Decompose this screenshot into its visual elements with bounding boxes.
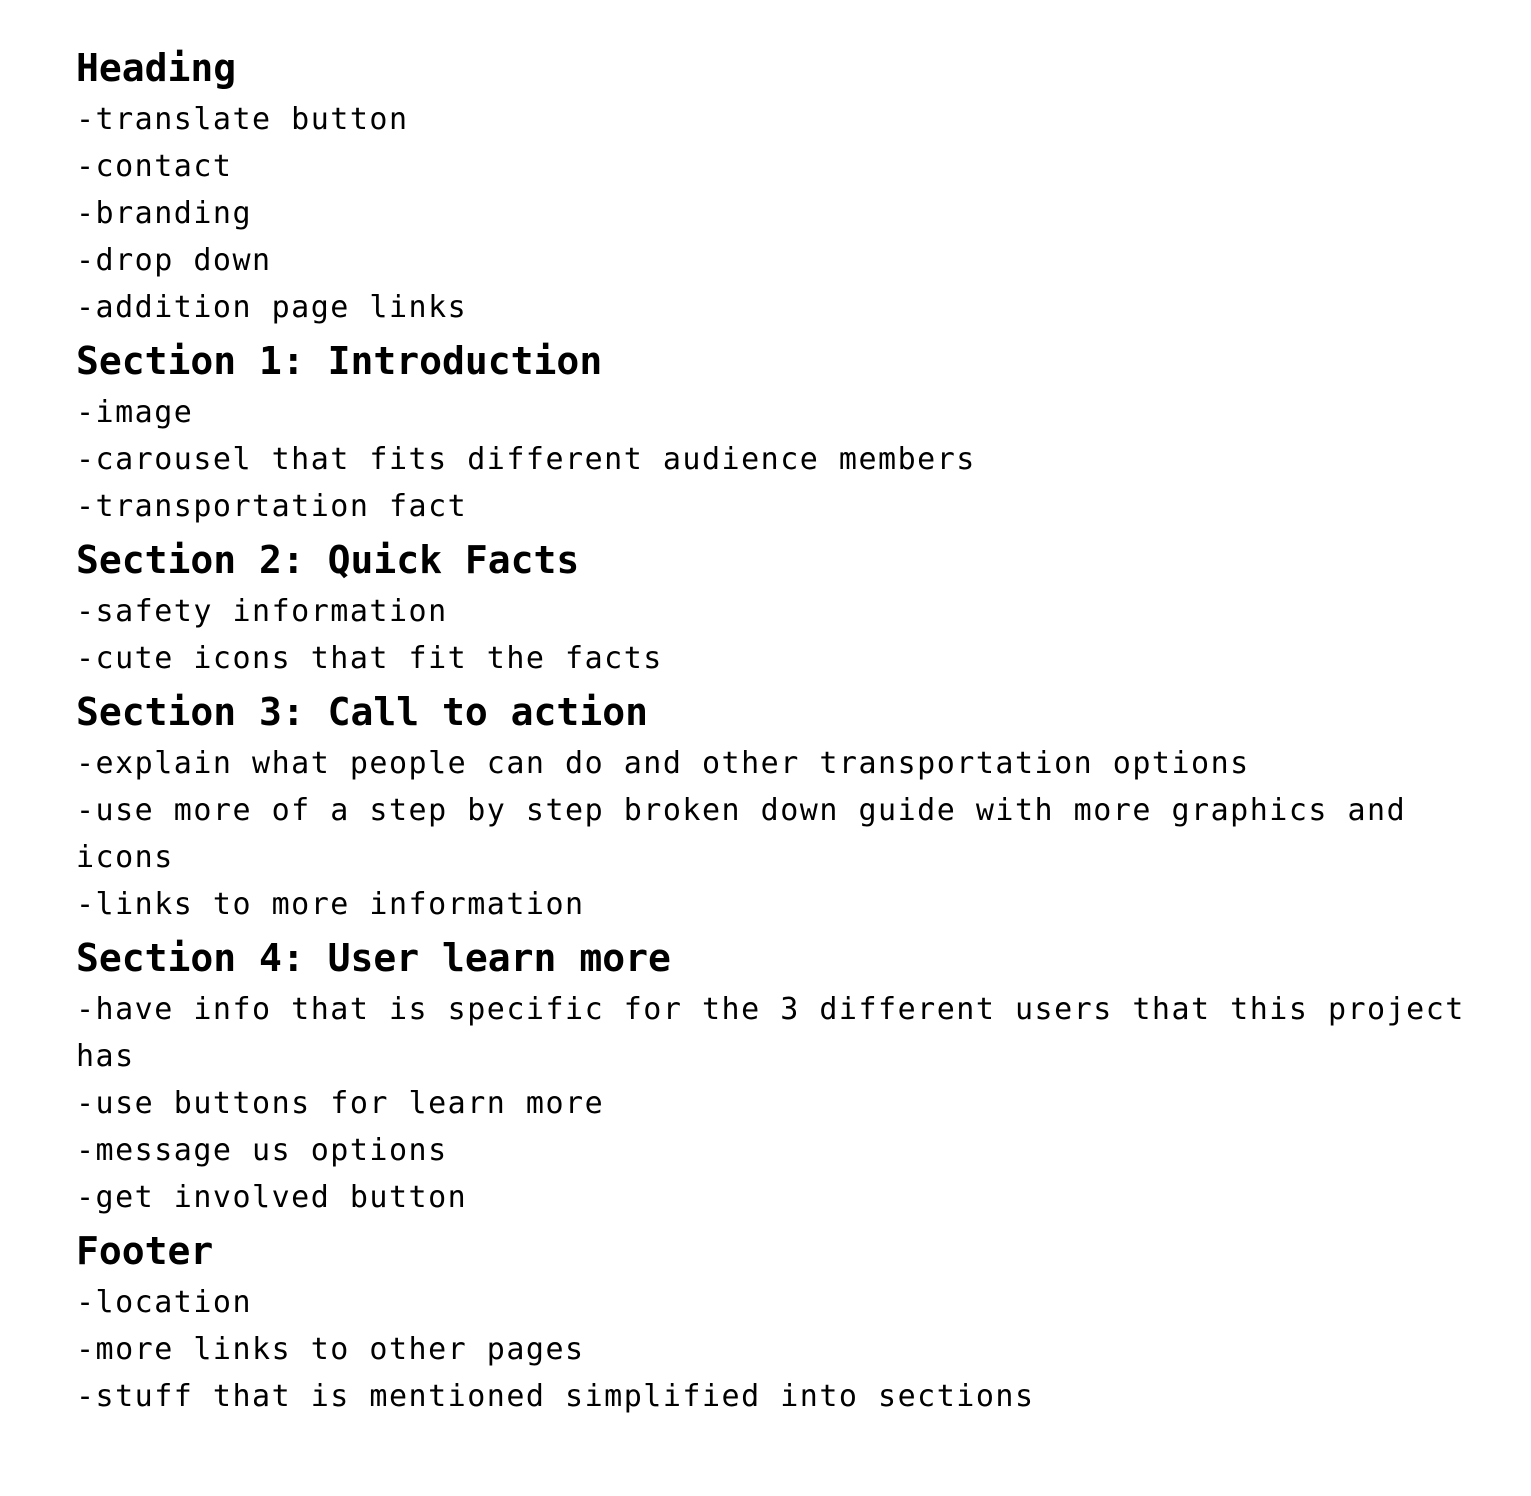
list-item: -explain what people can do and other transportation options	[76, 746, 1250, 781]
list-item: -location	[76, 1285, 253, 1320]
item-list	[76, 1279, 1466, 1420]
list-item: -drop down	[76, 243, 272, 278]
list-item: -image	[76, 395, 194, 430]
list-item: -carousel that fits different audience members	[76, 442, 976, 477]
section-title: Heading	[76, 46, 237, 90]
list-item: -more links to other pages	[76, 1332, 585, 1367]
list-item: -branding	[76, 196, 253, 231]
list-item: -use more of a step by step broken down guide with more graphics and icons	[76, 793, 1407, 875]
list-item: -transportation fact	[76, 489, 468, 524]
list-item: -translate button	[76, 102, 409, 137]
item-list	[76, 389, 1466, 530]
list-item: -contact	[76, 149, 233, 184]
section-title: Section 3: Call to action	[76, 690, 648, 734]
section-title: Section 4: User learn more	[76, 936, 671, 980]
list-item: -links to more information	[76, 887, 585, 922]
item-list	[76, 740, 1466, 928]
list-item: -get involved button	[76, 1180, 468, 1215]
section-introduction	[76, 337, 1466, 530]
section-footer	[76, 1227, 1466, 1420]
item-list	[76, 588, 1466, 682]
list-item: -cute icons that fit the facts	[76, 641, 663, 676]
list-item: -message us options	[76, 1133, 448, 1168]
list-item: -stuff that is mentioned simplified into sections	[76, 1379, 1035, 1414]
section-user-learn-more	[76, 934, 1466, 1221]
section-title: Section 1: Introduction	[76, 339, 603, 383]
list-item: -use buttons for learn more	[76, 1086, 605, 1121]
item-list	[76, 986, 1466, 1221]
section-heading	[76, 44, 1466, 331]
section-title: Section 2: Quick Facts	[76, 538, 580, 582]
section-title: Footer	[76, 1229, 214, 1273]
section-call-to-action	[76, 688, 1466, 928]
section-quick-facts	[76, 536, 1466, 682]
list-item: -safety information	[76, 594, 448, 629]
list-item: -have info that is specific for the 3 different users that this project has	[76, 992, 1465, 1074]
item-list	[76, 96, 1466, 331]
list-item: -addition page links	[76, 290, 468, 325]
document	[76, 44, 1466, 1426]
